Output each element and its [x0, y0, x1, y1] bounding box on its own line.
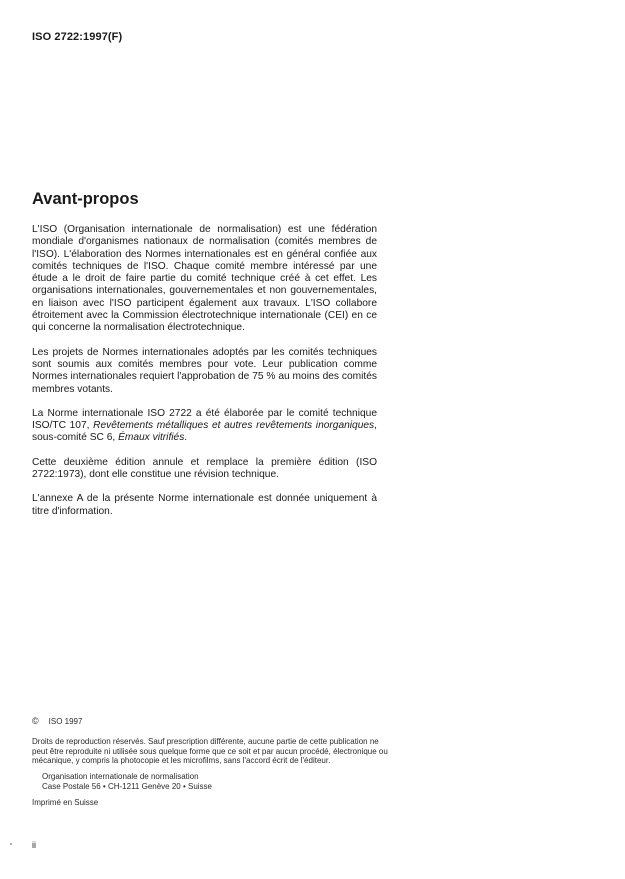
committee-text-c: , sous-comité SC 6, [32, 420, 377, 444]
postal-address: Case Postale 56 • CH-1211 Genève 20 • Suisse [42, 781, 212, 791]
paragraph-annex: L'annexe A de la présente Norme internationale est donnée uniquement à titre d'information. [32, 493, 377, 517]
document-id-header: ISO 2722:1997(F) [32, 31, 123, 43]
paragraph-voting: Les projets de Normes internationales adoptés par les comités techniques sont soumis aux comités membres pour vote. Leur publication comme Normes internationales requiert l'approbation de 75 % au moins des comités membres votants. [32, 346, 377, 395]
organization-name: Organisation internationale de normalisation [42, 772, 199, 782]
subcommittee-title: Émaux vitrifiés [118, 432, 185, 444]
copyright-line [32, 717, 392, 727]
committee-text-a: La Norme internationale ISO 2722 a été élaborée par le comité technique ISO/TC 107, [32, 407, 377, 432]
copyright-year: ISO 1997 [48, 717, 83, 726]
committee-text-e: . [184, 432, 188, 444]
copyright-rights: Droits de reproduction réservés. Sauf prescription différente, aucune partie de cette publication ne peut être reproduite ni utilisée sous quelque forme que ce soit et par aucun procédé, électronique ou mécanique, y compris la photocopie et les microfilms, sans l'accord écrit de l'éditeur. [32, 736, 388, 766]
paragraph-edition: Cette deuxième édition annule et remplace la première édition (ISO 2722:1973), dont elle constitue une révision technique. [32, 456, 377, 481]
committee-title: Revêtements métalliques et autres revêtements inorganiques [93, 420, 375, 432]
paragraph-iso-intro: L'ISO (Organisation internationale de normalisation) est une fédération mondiale d'organismes nationaux de normalisation (comités membres de l'ISO). L'élaboration des Normes internationales est en général confiée aux comités techniques de l'ISO. Chaque comité membre intéressé par une étude a le droit de faire partie du comité technique créé à cet effet. Les organisations internationales, gouvernementales et non gouvernementales, en liaison avec l'ISO participent également aux travaux. L'ISO collabore étroitement avec la Commission électrotechnique internationale (CEI) en ce qui concerne la normalisation électrotechnique. [32, 224, 377, 334]
section-title: Avant-propos [32, 190, 139, 208]
copyright-block [32, 717, 392, 808]
printed-in: Imprimé en Suisse [32, 797, 99, 807]
page-number: ii [32, 840, 36, 850]
copyright-symbol: © [32, 716, 39, 726]
margin-mark [10, 843, 12, 845]
paragraph-committee [32, 408, 377, 445]
copyright-address [32, 772, 392, 792]
foreword-body [32, 224, 377, 530]
